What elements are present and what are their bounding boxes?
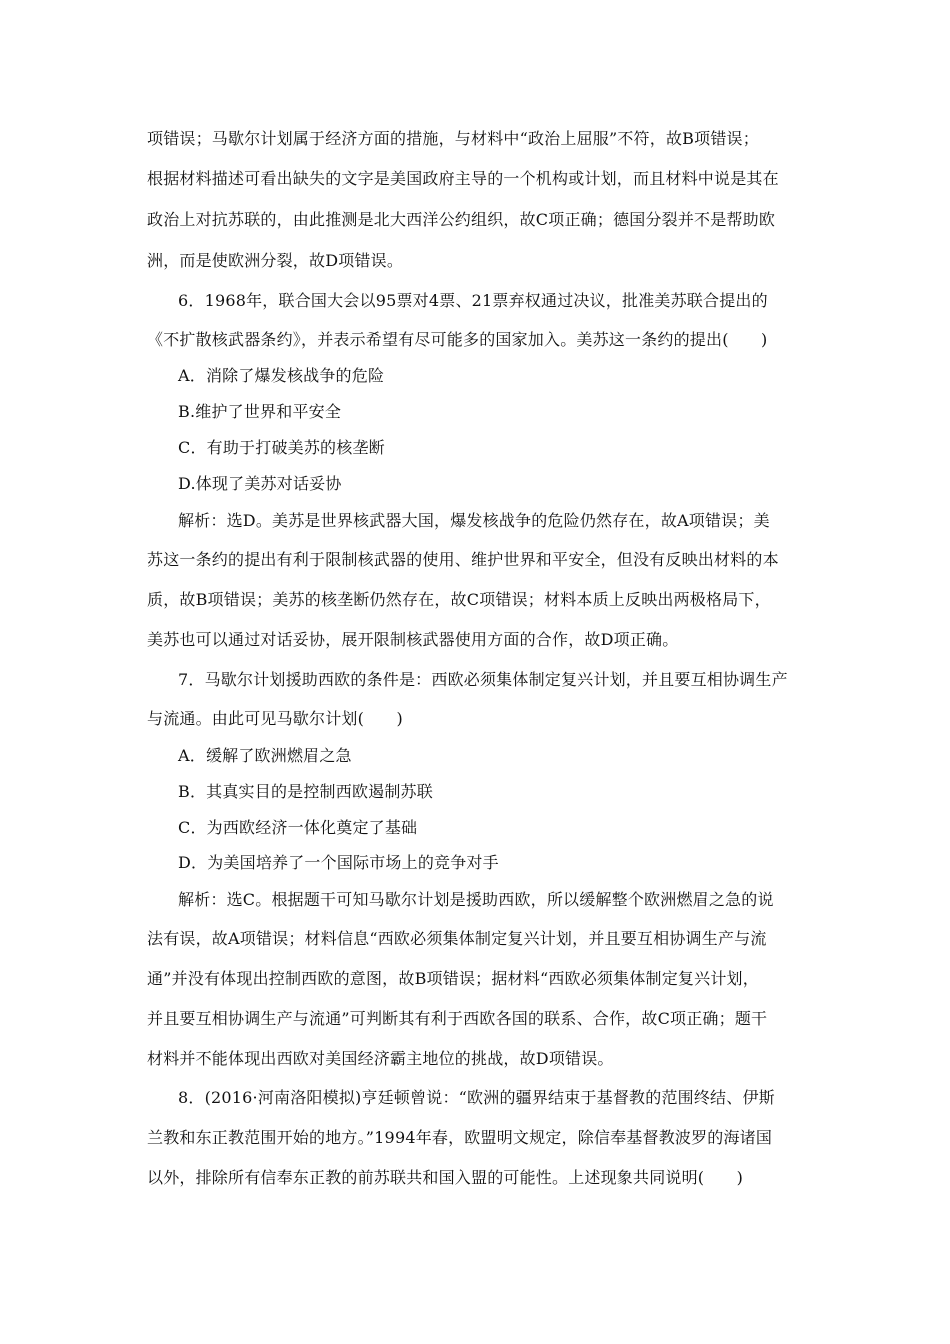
analysis-line: 并且要互相协调生产与流通”可判断其有利于西欧各国的联系、合作，故C项正确；题干 <box>147 1009 768 1028</box>
text-line: 洲，而是使欧洲分裂，故D项错误。 <box>147 251 404 270</box>
analysis-line: 解析：选C。根据题干可知马歇尔计划是援助西欧，所以缓解整个欧洲燃眉之急的说 <box>178 890 774 909</box>
question-7-line: 7．马歇尔计划援助西欧的条件是：西欧必须集体制定复兴计划，并且要互相协调生产 <box>178 670 788 689</box>
text-line: 项错误；马歇尔计划属于经济方面的措施，与材料中“政治上屈服”不符，故B项错误； <box>147 129 759 148</box>
analysis-line: 材料并不能体现出西欧对美国经济霸主地位的挑战，故D项错误。 <box>147 1049 614 1068</box>
analysis-line: 通”并没有体现出控制西欧的意图，故B项错误；据材料“西欧必须集体制定复兴计划， <box>147 969 759 988</box>
analysis-line: 美苏也可以通过对话妥协，展开限制核武器使用方面的合作，故D项正确。 <box>147 630 679 649</box>
option-d: D.体现了美苏对话妥协 <box>178 474 342 493</box>
question-8-line: 兰教和东正教范围开始的地方。”1994年春，欧盟明文规定，除信奉基督教波罗的海诸国 <box>147 1128 773 1147</box>
option-c: C．有助于打破美苏的核垄断 <box>178 438 385 457</box>
analysis-line: 法有误，故A项错误；材料信息“西欧必须集体制定复兴计划，并且要互相协调生产与流 <box>147 929 767 948</box>
text-line: 根据材料描述可看出缺失的文字是美国政府主导的一个机构或计划，而且材料中说是其在 <box>147 169 779 188</box>
question-7-line: 与流通。由此可见马歇尔计划( ) <box>147 709 403 728</box>
question-6-line: 《不扩散核武器条约》，并表示希望有尽可能多的国家加入。美苏这一条约的提出( ) <box>147 330 768 349</box>
text-line: 政治上对抗苏联的，由此推测是北大西洋公约组织，故C项正确；德国分裂并不是帮助欧 <box>147 210 776 229</box>
analysis-line: 苏这一条约的提出有利于限制核武器的使用、维护世界和平安全，但没有反映出材料的本 <box>147 550 779 569</box>
question-8-line: 以外，排除所有信奉东正教的前苏联共和国入盟的可能性。上述现象共同说明( ) <box>147 1168 744 1187</box>
option-d: D．为美国培养了一个国际市场上的竞争对手 <box>178 853 499 872</box>
option-b: B．其真实目的是控制西欧遏制苏联 <box>178 782 433 801</box>
analysis-line: 质，故B项错误；美苏的核垄断仍然存在，故C项错误；材料本质上反映出两极格局下， <box>147 590 771 609</box>
analysis-line: 解析：选D。美苏是世界核武器大国，爆发核战争的危险仍然存在，故A项错误；美 <box>178 511 770 530</box>
option-a: A．缓解了欧洲燃眉之急 <box>178 746 352 765</box>
question-6-line: 6．1968年，联合国大会以95票对4票、21票弃权通过决议，批准美苏联合提出的 <box>178 291 768 310</box>
option-c: C．为西欧经济一体化奠定了基础 <box>178 818 418 837</box>
option-b: B.维护了世界和平安全 <box>178 402 342 421</box>
question-8-line: 8．(2016·河南洛阳模拟)亨廷顿曾说：“欧洲的疆界结束于基督教的范围终结、伊斯 <box>178 1088 775 1107</box>
option-a: A．消除了爆发核战争的危险 <box>178 366 385 385</box>
